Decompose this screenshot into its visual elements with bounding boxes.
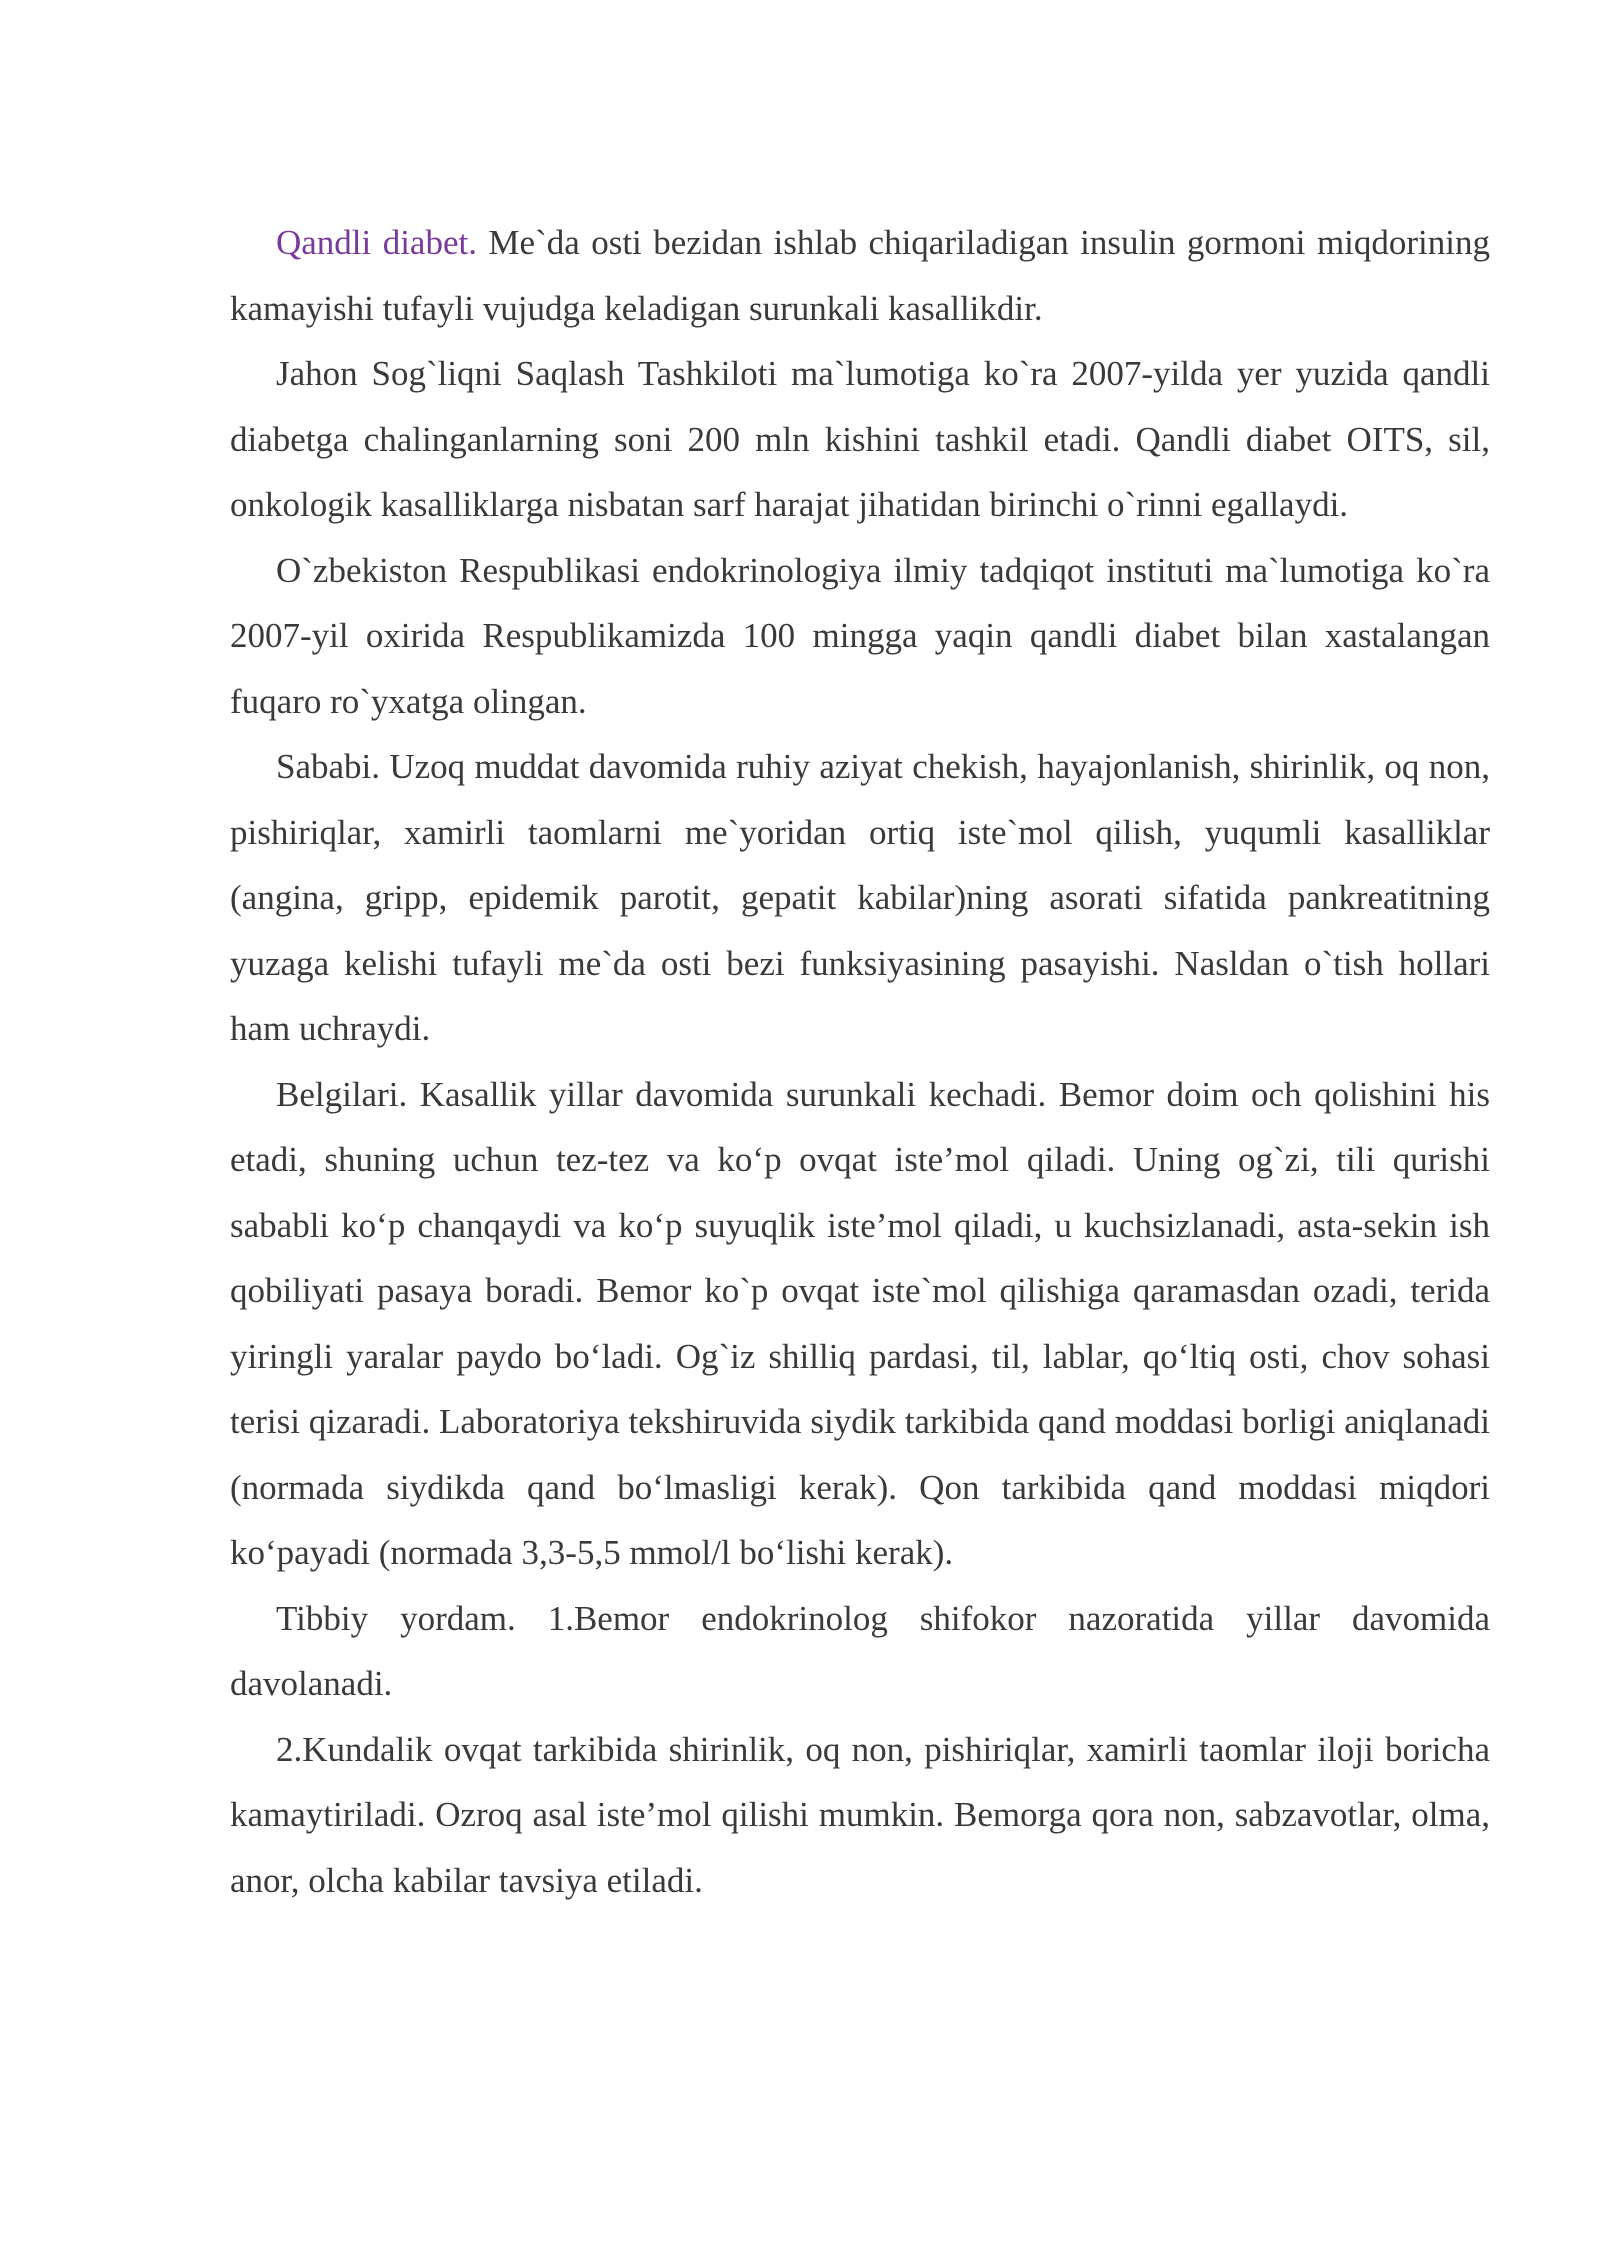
paragraph-who-statistics: Jahon Sog`liqni Saqlash Tashkiloti ma`lumotiga ko`ra 2007-yilda yer yuzida qandli diabetga chalinganlarning soni 200 mln kishini tashkil etadi. Qandli diabet OITS, sil, onkologik kasalliklarga nisbatan sarf harajat jihatidan birinchi o`rinni egallaydi. [230, 354, 1490, 524]
term-heading: Qandli diabet. [276, 223, 477, 262]
paragraph-intro [230, 210, 1490, 341]
paragraph-medical-help: Tibbiy yordam. 1.Bemor endokrinolog shifokor nazoratida yillar davomida davolanadi. [230, 1598, 1490, 1703]
paragraph-symptoms: Belgilari. Kasallik yillar davomida surunkali kechadi. Bemor doim och qolishini his etadi, shuning uchun tez-tez va ko‘p ovqat iste’mol qiladi. Uning og`zi, tili qurishi sababli ko‘p chanqaydi va ko‘p suyuqlik iste’mol qiladi, u kuchsizlanadi, asta-sekin ish qobiliyati pasaya boradi. Bemor ko`p ovqat iste`mol qilishiga qaramasdan ozadi, terida yiringli yaralar paydo bo‘ladi. Og`iz shilliq pardasi, til, lablar, qo‘ltiq osti, chov sohasi terisi qizaradi. Laboratoriya tekshiruvida siydik tarkibida qand moddasi borligi aniqlanadi (normada siydikda qand bo‘lmasligi kerak). Qon tarkibida qand moddasi miqdori ko‘payadi (normada 3,3-5,5 mmol/l bo‘lishi kerak). [230, 1074, 1490, 1572]
paragraph-uzbekistan-statistics: O`zbekiston Respublikasi endokrinologiya ilmiy tadqiqot instituti ma`lumotiga ko`ra 2007-yil oxirida Respublikamizda 100 mingga yaqin qandli diabet bilan xastalangan fuqaro ro`yxatga olingan. [230, 550, 1490, 721]
intro-text: Me`da osti bezidan ishlab chiqariladigan insulin gormoni miqdorining kamayishi tufayli vujudga keladigan surunkali kasallikdir. [230, 223, 1491, 328]
paragraph-causes: Sababi. Uzoq muddat davomida ruhiy aziyat chekish, hayajonlanish, shirinlik, oq non, pishiriqlar, xamirli taomlarni me`yoridan ortiq iste`mol qilish, yuqumli kasalliklar (angina, gripp, epidemik parotit, gepatit kabilar)ning asorati sifatida pankreatitning yuzaga kelishi tufayli me`da osti bezi funksiyasining pasayishi. Nasldan o`tish hollari ham uchraydi. [230, 747, 1490, 1048]
paragraph-diet: 2.Kundalik ovqat tarkibida shirinlik, oq non, pishiriqlar, xamirli taomlar iloji boricha kamaytiriladi. Ozroq asal iste’mol qilishi mumkin. Bemorga qora non, sabzavotlar, olma, anor, olcha kabilar tavsiya etiladi. [230, 1729, 1490, 1900]
document-page [230, 210, 1490, 1913]
